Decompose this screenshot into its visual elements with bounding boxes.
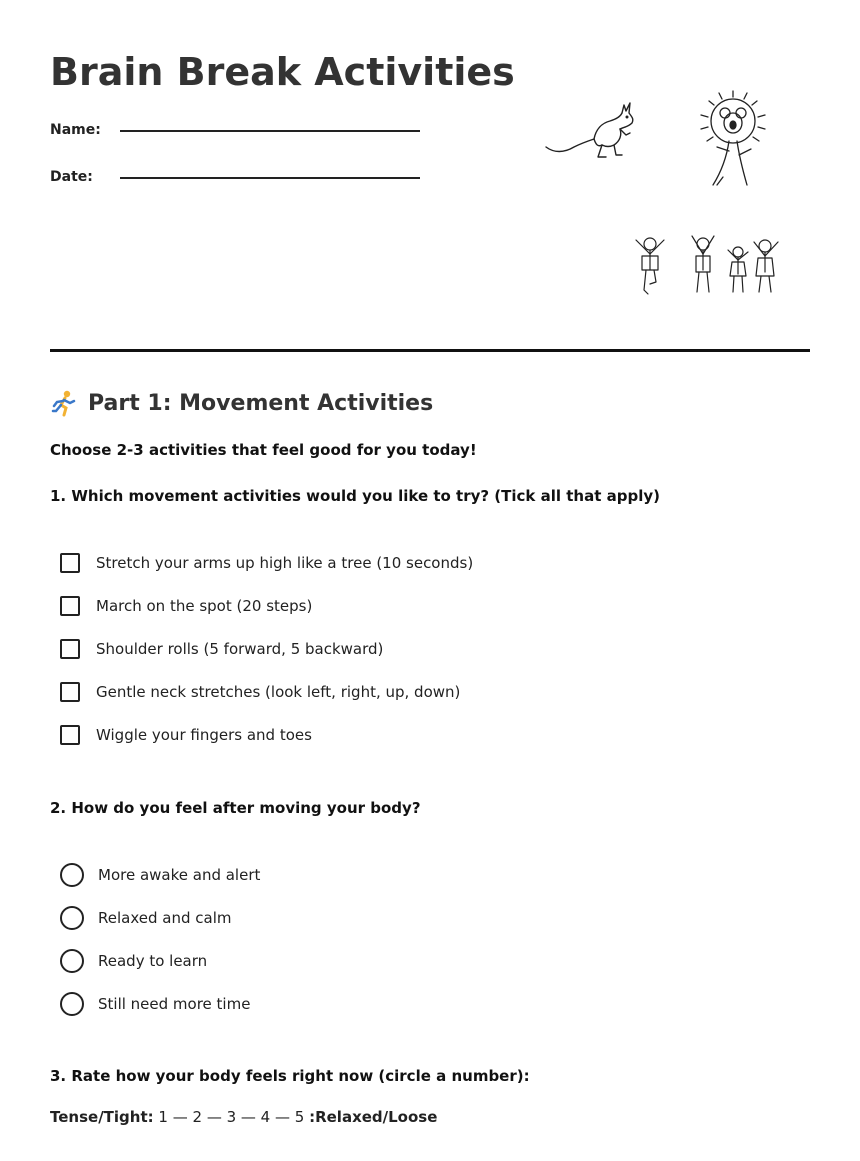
checkbox[interactable]	[60, 682, 80, 702]
q2-option-1[interactable]	[60, 863, 260, 887]
radio-button[interactable]	[60, 949, 84, 973]
q2-option-label: Relaxed and calm	[98, 909, 232, 927]
q1-option-3[interactable]	[60, 639, 383, 659]
question-2: 2. How do you feel after moving your body?	[50, 799, 421, 817]
scale-right-label: :Relaxed/Loose	[309, 1108, 438, 1126]
q1-option-label: Shoulder rolls (5 forward, 5 backward)	[96, 640, 384, 658]
name-field[interactable]	[120, 130, 420, 132]
q1-option-label: March on the spot (20 steps)	[96, 597, 313, 615]
q1-option-label: Stretch your arms up high like a tree (10 seconds)	[96, 554, 474, 572]
instruction-text: Choose 2-3 activities that feel good for you today!	[50, 441, 477, 459]
checkbox[interactable]	[60, 725, 80, 745]
date-field[interactable]	[120, 177, 420, 179]
radio-button[interactable]	[60, 906, 84, 930]
q1-option-2[interactable]	[60, 596, 312, 616]
koala-in-sun-tree-icon	[695, 85, 775, 190]
radio-button[interactable]	[60, 863, 84, 887]
kangaroo-icon	[540, 95, 640, 165]
checkbox[interactable]	[60, 553, 80, 573]
date-label: Date:	[50, 169, 93, 185]
name-label: Name:	[50, 122, 101, 138]
question-1: 1. Which movement activities would you like to try? (Tick all that apply)	[50, 487, 660, 505]
q2-option-2[interactable]	[60, 906, 231, 930]
q2-option-3[interactable]	[60, 949, 207, 973]
running-person-icon	[50, 389, 78, 417]
part1-heading-text: Part 1: Movement Activities	[88, 390, 434, 416]
q1-option-1[interactable]	[60, 553, 473, 573]
q1-option-4[interactable]	[60, 682, 460, 702]
children-stretching-icon	[628, 232, 783, 297]
checkbox[interactable]	[60, 639, 80, 659]
q2-option-label: More awake and alert	[98, 866, 261, 884]
q2-option-label: Still need more time	[98, 995, 251, 1013]
q1-option-label: Wiggle your fingers and toes	[96, 726, 312, 744]
scale-numbers[interactable]: 1 — 2 — 3 — 4 — 5	[158, 1108, 305, 1126]
q2-option-4[interactable]	[60, 992, 250, 1016]
q2-option-label: Ready to learn	[98, 952, 208, 970]
part1-heading	[50, 389, 433, 417]
q1-option-label: Gentle neck stretches (look left, right, up, down)	[96, 683, 461, 701]
section-divider	[50, 349, 810, 352]
radio-button[interactable]	[60, 992, 84, 1016]
scale-left-label: Tense/Tight:	[50, 1108, 154, 1126]
question-3: 3. Rate how your body feels right now (circle a number):	[50, 1067, 530, 1085]
page-title: Brain Break Activities	[50, 50, 515, 94]
q1-option-5[interactable]	[60, 725, 312, 745]
checkbox[interactable]	[60, 596, 80, 616]
rating-scale	[50, 1108, 437, 1126]
